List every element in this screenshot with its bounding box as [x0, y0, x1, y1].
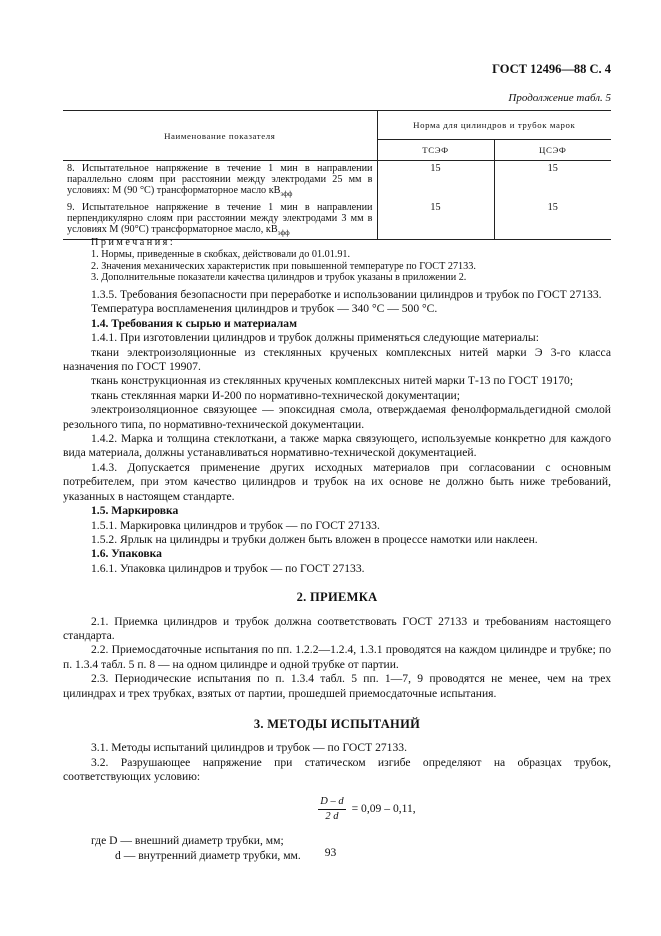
paragraph: 3.1. Методы испытаний цилиндров и трубок — по ГОСТ 27133.: [91, 741, 407, 755]
column-header-norm: Норма для цилиндров и трубок марок: [377, 111, 611, 140]
unit-subscript: эфф: [277, 229, 290, 238]
paragraph: 1.4.2. Марка и толщина стеклоткани, а также марка связующего, используемые конкретно для каждого вида материала, должны устанавливаться нормативно-технической документацией.: [63, 432, 611, 460]
note-item: 3. Дополнительные показатели качества цилиндров и трубок указаны в приложении 2.: [91, 272, 467, 284]
page-number: 93: [324, 846, 337, 859]
table-notes: [63, 237, 611, 284]
row-value: 15: [377, 200, 494, 240]
header-standard: ГОСТ 12496—88 С. 4: [492, 62, 611, 76]
unit-subscript: эфф: [280, 190, 293, 199]
note-item: 1. Нормы, приведенные в скобках, действовали до 01.01.91.: [91, 248, 351, 260]
section-heading: 1.6. Упаковка: [91, 547, 162, 561]
table-continuation-label: Продолжение табл. 5: [508, 92, 611, 104]
document-body: [63, 288, 611, 863]
section-heading: 1.5. Маркировка: [91, 504, 179, 518]
column-header-name: Наименование показателя: [63, 111, 377, 161]
paragraph: 1.6.1. Упаковка цилиндров и трубок — по ГОСТ 27133.: [91, 561, 365, 575]
paragraph: 3.2. Разрушающее напряжение при статическом изгибе определяют на образцах трубок, соответствующих условию:: [63, 755, 611, 784]
row-value: 15: [377, 161, 494, 201]
paragraph: ткань конструкционная из стеклянных крученых комплексных нитей марки Т-13 по ГОСТ 19170;: [91, 374, 574, 388]
legend-line: d — внутренний диаметр трубки, мм.: [115, 848, 301, 862]
row-name: 8. Испытательное напряжение в течение 1 мин в направлении параллельно слоям при расстоянии между электродами 25 мм в условиях: М (90 °С) трансформаторное масло кВ: [67, 163, 373, 196]
notes-title: Примечания:: [91, 237, 176, 248]
row-value: 15: [547, 163, 558, 174]
paragraph: 1.4.1. При изготовлении цилиндров и трубок должны применяться следующие материалы:: [91, 331, 539, 345]
paragraph: электроизоляционное связующее — эпоксидная смола, отверждаемая фенолформальдегидной смолой резольного типа, по нормативно-технической документации.: [63, 403, 611, 431]
legend-line: где D — внешний диаметр трубки, мм;: [91, 834, 284, 848]
column-header-grade: ЦСЭФ: [494, 140, 611, 161]
paragraph: ткани электроизоляционные из стеклянных крученых комплексных нитей марки Э 3-го класса назначения по ГОСТ 19907.: [63, 345, 611, 374]
paragraph: ткань стеклянная марки И-200 по нормативно-технической документации;: [91, 388, 460, 402]
paragraph: 1.5.2. Ярлык на цилиндры и трубки должен быть вложен в процессе намотки или наклеен.: [91, 532, 538, 546]
formula: [123, 795, 611, 825]
paragraph: 2.2. Приемосдаточные испытания по пп. 1.2.2—1.2.4, 1.3.1 проводятся на каждом цилиндре и трубке; по п. 1.3.4 табл. 5 п. 8 — на одном цилиндре и одной трубке от партии.: [63, 643, 611, 671]
paragraph: 2.1. Приемка цилиндров и трубок должна соответствовать ГОСТ 27133 и требованиям настоящего стандарта.: [63, 614, 611, 642]
note-item: 2. Значения механических характеристик при повышенной температуре по ГОСТ 27133.: [91, 260, 476, 272]
paragraph: 1.3.5. Требования безопасности при переработке и использовании цилиндров и трубок по ГОСТ 27133.: [91, 288, 602, 301]
formula-denominator: 2 d: [325, 811, 339, 822]
chapter-heading: 2. ПРИЕМКА: [296, 590, 378, 605]
formula-rhs: = 0,09 – 0,11,: [351, 802, 416, 816]
paragraph: Температура воспламенения цилиндров и трубок — 340 °С — 500 °С.: [91, 302, 438, 316]
column-header-grade: ТСЭФ: [377, 140, 494, 161]
row-value: 15: [494, 200, 611, 240]
row-name: 9. Испытательное напряжение в течение 1 мин в направлении перпендикулярно слоям при расстоянии между электродами 3 мм в условиях М (90°С) трансформаторное масло, кВ: [67, 202, 373, 236]
chapter-heading: 3. МЕТОДЫ ИСПЫТАНИЙ: [253, 716, 421, 731]
paragraph: 1.5.1. Маркировка цилиндров и трубок — по ГОСТ 27133.: [91, 518, 380, 532]
properties-table: [63, 110, 611, 240]
formula-numerator: D – d: [318, 795, 345, 810]
table-row: [63, 200, 611, 240]
section-heading: 1.4. Требования к сырью и материалам: [91, 316, 297, 330]
table-row: [63, 161, 611, 201]
paragraph: 1.4.3. Допускается применение других исходных материалов при согласовании с основным потребителем, при этом качество цилиндров и трубок на их основе не должно быть ниже требований, указанных в настоящем стандарте.: [63, 460, 611, 503]
paragraph: 2.3. Периодические испытания по п. 1.3.4 табл. 5 пп. 1—7, 9 проводятся не менее, чем на трех цилиндрах и трех трубках, взятых от партии, прошедшей приемосдаточные испытания.: [63, 672, 611, 700]
